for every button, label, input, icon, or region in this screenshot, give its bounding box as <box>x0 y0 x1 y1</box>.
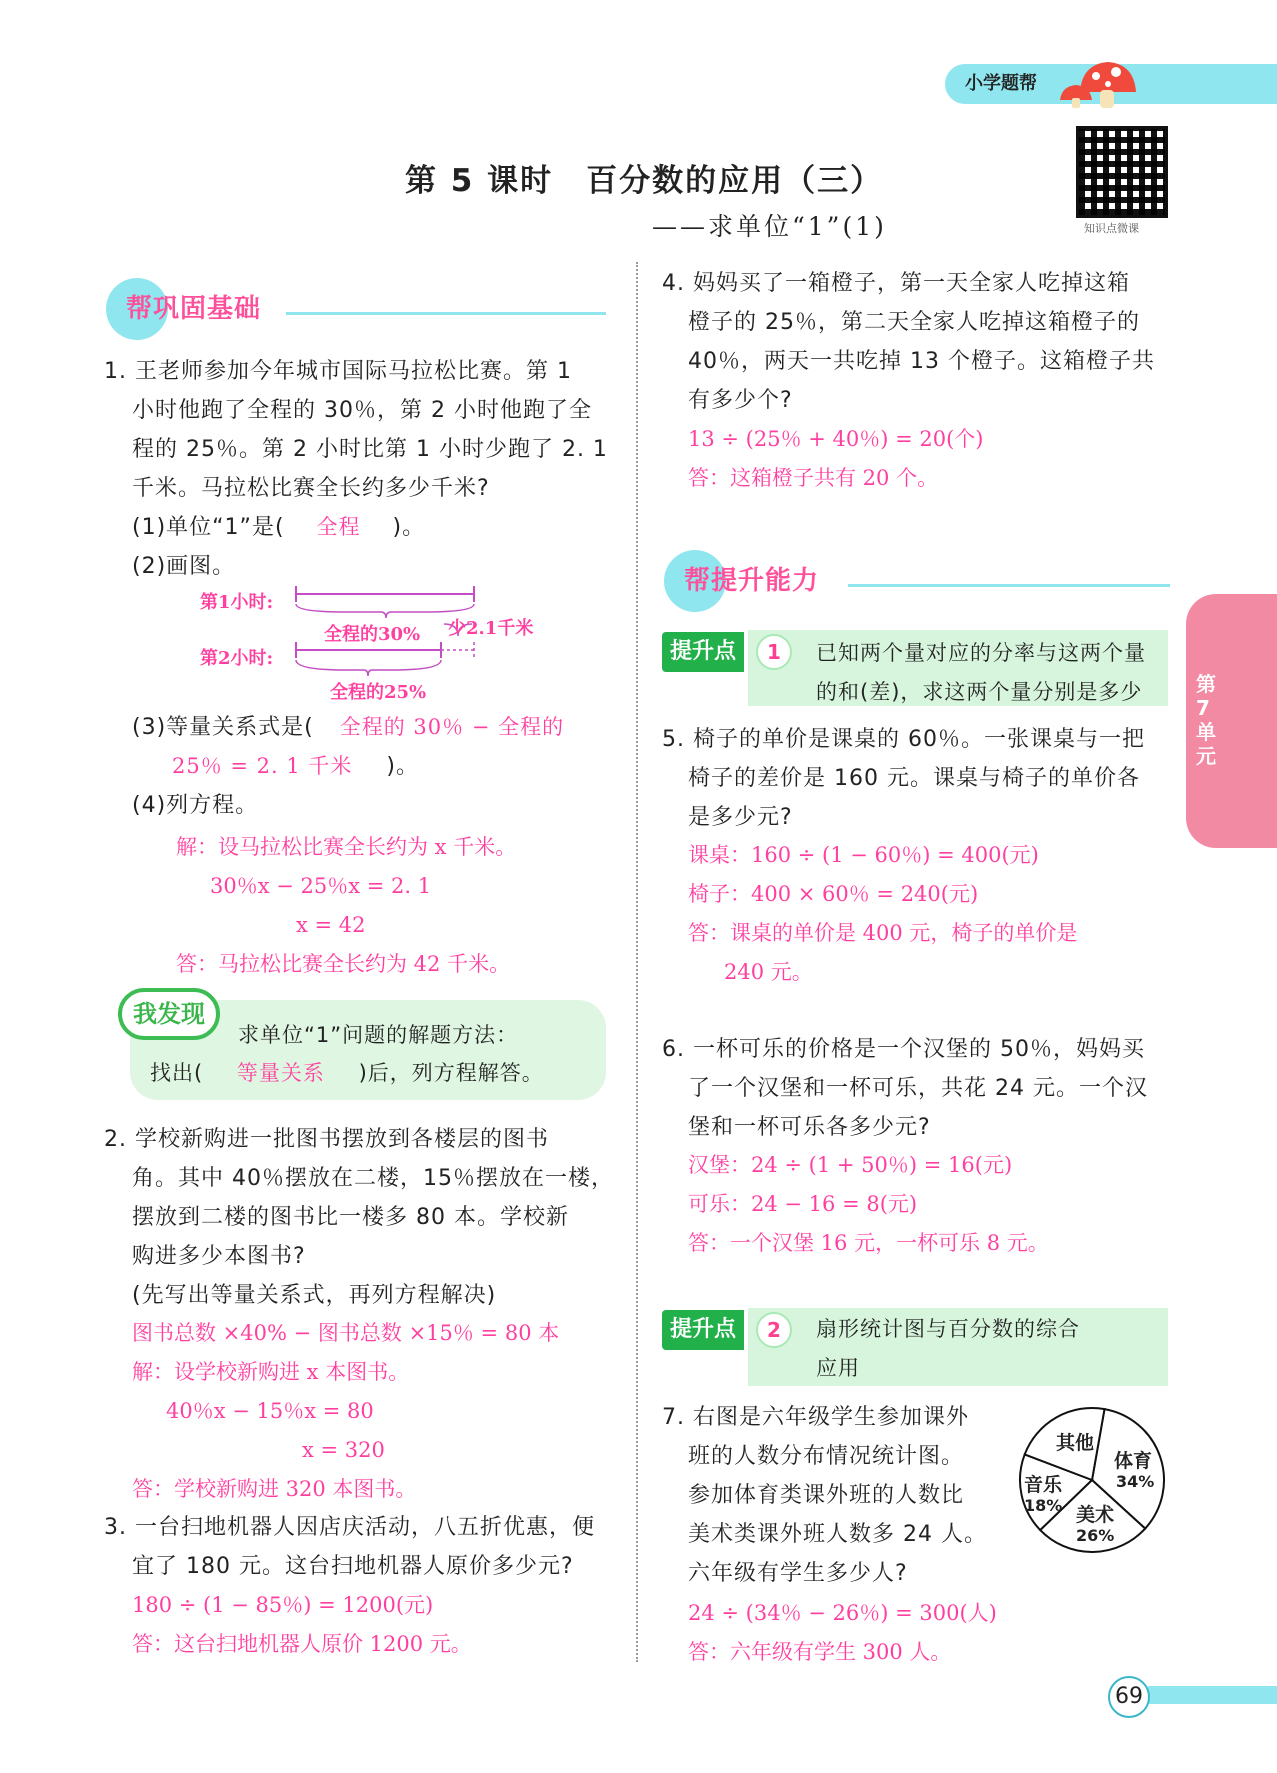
discover-text-2: 找出( 等量关系 )后，列方程解答。 <box>150 1061 544 1085</box>
q4-solution: 13 ÷ (25％ + 40％) = 20(个) 答：这箱橙子共有 20 个。 <box>688 427 984 490</box>
q1-solution: 解：设马拉松比赛全长约为 x 千米。 30％x − 25％x = 2. 1 x = 42 答：马拉松比赛全长约为 42 千米。 <box>176 835 517 976</box>
pie-value-art: 26% <box>1076 1526 1115 1545</box>
point2-text: 扇形统计图与百分数的综合 应用 <box>816 1317 1080 1380</box>
q1-line: 小时他跑了全程的 30％，第 2 小时他跑了全 <box>132 398 592 423</box>
page-band <box>1148 1686 1277 1704</box>
page-title: 第 5 课时 百分数的应用（三） <box>405 163 884 199</box>
question-7: 7. 右图是六年级学生参加课外 班的人数分布情况统计图。 参加体育类课外班的人数比 美术类课外班人数多 24 人。 六年级有学生多少人? <box>662 1405 987 1586</box>
q1-part3-answer-b: 25％ = 2. 1 千米 <box>172 754 353 778</box>
discover-text: 求单位“1”问题的解题方法： <box>238 1023 519 1047</box>
page-number: 69 <box>1108 1676 1150 1718</box>
question-6: 6. 一杯可乐的价格是一个汉堡的 50％，妈妈买 了一个汉堡和一杯可乐，共花 24 元。一个汉 堡和一杯可乐各多少元? <box>662 1037 1148 1140</box>
diagram-row2-label: 第2小时: <box>200 648 274 669</box>
mushroom-icon <box>1060 42 1160 112</box>
q6-solution: 汉堡：24 ÷ (1 + 50％) = 16(元) 可乐：24 − 16 = 8(元) 答：一个汉堡 16 元，一杯可乐 8 元。 <box>688 1153 1049 1255</box>
q1-part1: (1)单位“1”是( 全程 )。 <box>132 515 426 540</box>
qr-caption: 知识点微课 <box>1084 222 1139 235</box>
diagram-brace1: 全程的30% <box>324 624 421 645</box>
q1-part1-answer: 全程 <box>316 515 361 539</box>
section-title: 巩固基础 <box>153 294 262 324</box>
unit-tab-label: 第7单元 <box>1196 672 1216 768</box>
q1-part3-answer-a: 全程的 30％ − 全程的 <box>339 715 565 739</box>
point2-tag: 提升点 <box>662 1310 744 1350</box>
q1-line: 1. 王老师参加今年城市国际马拉松比赛。第 1 <box>104 359 572 384</box>
section-advance-header <box>664 550 1170 598</box>
question-1 <box>104 352 608 586</box>
q1-line: 千米。马拉松比赛全长约多少千米? <box>132 476 490 501</box>
question-5: 5. 椅子的单价是课桌的 60％。一张课桌与一把 椅子的差价是 160 元。课桌与椅子的单价各 是多少元? <box>662 727 1145 830</box>
pie-value-music: 18% <box>1024 1496 1063 1515</box>
section-badge-char: 帮 <box>126 294 154 324</box>
q1-part2: (2)画图。 <box>132 554 236 579</box>
pie-label-art: 美术 <box>1076 1504 1115 1526</box>
q2-solution: 图书总数 ×40% − 图书总数 ×15％ = 80 本 解：设学校新购进 x 本图书。 40％x − 15％x = 80 x = 320 答：学校新购进 320 本图书。 <box>132 1321 560 1501</box>
section-basic-header <box>106 278 612 326</box>
section-rule <box>848 584 1170 587</box>
diagram-row1-label: 第1小时: <box>200 592 274 613</box>
page-subtitle: ——求单位“1”(1) <box>652 212 887 241</box>
diagram-diff: 少2.1千米 <box>448 618 534 639</box>
pie-label-other: 其他 <box>1056 1432 1095 1454</box>
q1-line: 程的 25％。第 2 小时比第 1 小时少跑了 2. 1 <box>132 437 608 462</box>
point1-text: 已知两个量对应的分率与这两个量 的和(差)，求这两个量分别是多少 <box>816 641 1146 704</box>
discover-badge: 我发现 <box>118 988 220 1040</box>
q1-part4: (4)列方程。 <box>132 793 259 818</box>
point1-number: 1 <box>756 634 792 670</box>
q7-solution: 24 ÷ (34％ − 26％) = 300(人) 答：六年级有学生 300 人。 <box>688 1601 997 1664</box>
pie-value-sports: 34% <box>1116 1472 1155 1491</box>
q5-solution: 课桌：160 ÷ (1 − 60％) = 400(元) 椅子：400 × 60％ = 240(元) 答：课桌的单价是 400 元，椅子的单价是 240 元。 <box>688 843 1078 984</box>
section-rule <box>286 312 606 315</box>
q3-solution: 180 ÷ (1 − 85％) = 1200(元) 答：这台扫地机器人原价 1200 元。 <box>132 1593 472 1656</box>
section-badge-char: 帮 <box>684 566 712 596</box>
diagram-brace2: 全程的25% <box>330 682 427 703</box>
section-title: 提升能力 <box>711 566 820 596</box>
question-4: 4. 妈妈买了一箱橙子，第一天全家人吃掉这箱 橙子的 25％，第二天全家人吃掉这箱橙子的 40％，两天一共吃掉 13 个橙子。这箱橙子共 有多少个? <box>662 271 1155 413</box>
brand-name: 小学题帮 <box>965 73 1037 94</box>
pie-label-music: 音乐 <box>1024 1474 1063 1496</box>
q1-part3: (3)等量关系式是( 全程的 30％ − 全程的 25％ = 2. 1 千米 )。 (4)列方程。 <box>132 708 564 825</box>
question-2: 2. 学校新购进一批图书摆放到各楼层的图书 角。其中 40％摆放在二楼，15％摆放在一楼， 摆放到二楼的图书比一楼多 80 本。学校新 购进多少本图书? (先写出等量关系式，再列方程解决) <box>104 1127 614 1308</box>
point1-tag: 提升点 <box>662 632 744 672</box>
column-divider <box>636 262 638 1662</box>
qr-code[interactable] <box>1076 126 1168 218</box>
point2-number: 2 <box>756 1312 792 1348</box>
discover-answer: 等量关系 <box>236 1061 325 1085</box>
question-3: 3. 一台扫地机器人因店庆活动，八五折优惠，便 宜了 180 元。这台扫地机器人原价多少元? <box>104 1515 595 1579</box>
pie-label-sports: 体育 <box>1114 1450 1153 1472</box>
